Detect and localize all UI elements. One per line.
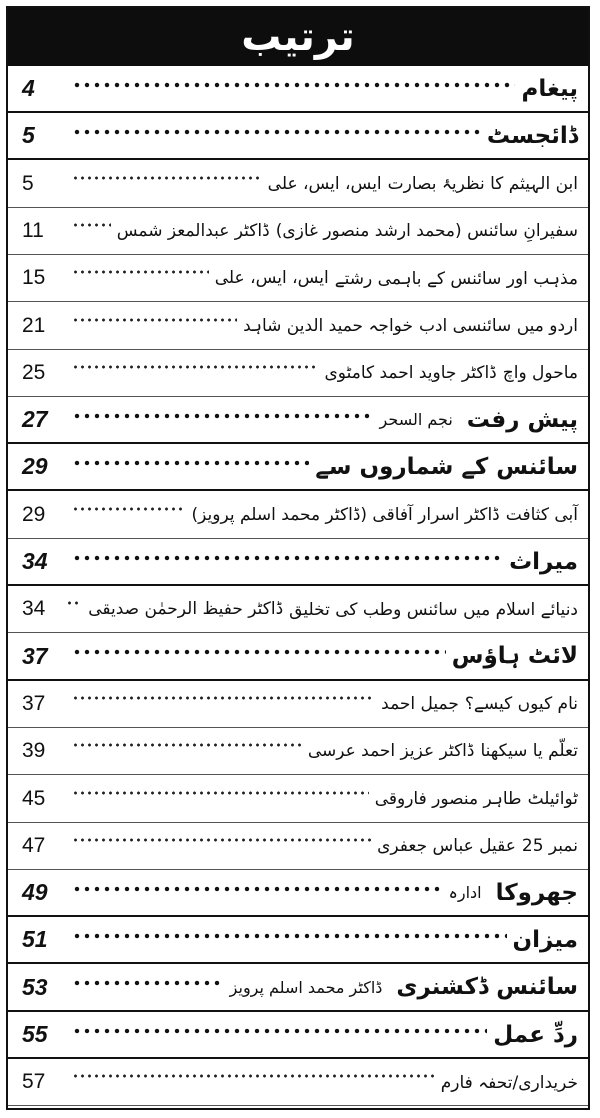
article-title: خریداری/تحفہ فارم xyxy=(440,1072,578,1093)
dot-leader xyxy=(72,553,503,563)
article-title: نام کیوں کیسے؟ xyxy=(464,694,578,715)
page-number: 34 xyxy=(22,597,46,621)
page-number: 29 xyxy=(22,502,46,526)
toc-entry-row[interactable] xyxy=(8,350,588,397)
toc-entry-row[interactable] xyxy=(8,728,588,775)
dot-leader xyxy=(72,173,262,183)
toc-header xyxy=(8,8,588,66)
toc-section-row[interactable] xyxy=(8,870,588,917)
page-number: 51 xyxy=(22,926,48,953)
author-name: ڈاکٹر عزیز احمد عرسی xyxy=(307,741,475,762)
toc-entry-row[interactable] xyxy=(8,823,588,870)
page-number: 29 xyxy=(22,453,48,480)
author-name: ڈاکٹر اسرار آفاقی (ڈاکٹر محمد اسلم پرویز) xyxy=(191,504,500,525)
article-title: آبی کثافت xyxy=(505,504,578,525)
author-name: عقیل عباس جعفری xyxy=(377,835,516,856)
dot-leader xyxy=(72,1071,435,1081)
dot-leader xyxy=(72,835,371,845)
dot-leader xyxy=(72,1026,487,1036)
article-title: دنیائے اسلام میں سائنس وطب کی تخلیق xyxy=(289,599,578,620)
section-title: سائنس کے شماروں سے xyxy=(315,453,578,480)
section-title: پیغام xyxy=(521,75,578,102)
dot-leader xyxy=(72,978,224,988)
author-name: نجم السحر xyxy=(379,410,453,430)
toc-section-row[interactable] xyxy=(8,66,588,113)
author-name: جمیل احمد xyxy=(381,693,459,714)
page-number: 5 xyxy=(22,171,34,195)
page-number: 34 xyxy=(22,548,48,574)
page-number: 15 xyxy=(22,266,46,290)
toc-entry-row[interactable] xyxy=(8,681,588,728)
article-title: اردو میں سائنسی ادب xyxy=(418,315,578,336)
dot-leader xyxy=(72,127,481,137)
toc-section-row[interactable] xyxy=(8,113,588,160)
page-number: 45 xyxy=(22,786,46,810)
toc-title: ترتیب xyxy=(241,14,355,60)
page-number: 55 xyxy=(22,1021,48,1047)
dot-leader xyxy=(72,884,442,894)
author-name: ڈاکٹر محمد اسلم پرویز xyxy=(229,977,383,997)
toc-entry-row[interactable] xyxy=(8,492,588,539)
section-title: سائنس ڈکشنری xyxy=(396,974,578,1001)
toc-section-row[interactable] xyxy=(8,965,588,1012)
page-number: 37 xyxy=(22,691,46,715)
article-title: سفیرانِ سائنس (محمد ارشد منصور غازی) xyxy=(275,220,578,241)
toc-section-row[interactable] xyxy=(8,444,588,491)
page-number: 11 xyxy=(22,218,44,242)
section-title: لائٹ ہاؤس xyxy=(451,643,578,670)
dot-leader xyxy=(72,740,302,750)
toc-frame xyxy=(6,6,590,1110)
author-name: خواجہ حمید الدین شاہد xyxy=(243,316,413,336)
dot-leader xyxy=(72,647,446,657)
article-title: مذہب اور سائنس کے باہمی رشتے xyxy=(334,268,578,289)
dot-leader xyxy=(72,411,374,421)
page-number: 53 xyxy=(22,973,48,1000)
article-title: ماحول واچ xyxy=(502,362,578,383)
dot-leader xyxy=(72,267,209,277)
section-title: ڈائجسٹ xyxy=(486,122,578,149)
author-name: ایس، ایس، علی xyxy=(214,268,329,289)
page-number: 57 xyxy=(22,1070,46,1094)
page-number: 25 xyxy=(22,360,46,384)
dot-leader xyxy=(66,598,82,608)
page-number: 4 xyxy=(22,75,35,101)
section-title: پیش رفت xyxy=(466,406,578,433)
author-name: ادارہ xyxy=(448,883,482,903)
page-number: 39 xyxy=(22,739,46,763)
toc-entry-row[interactable] xyxy=(8,161,588,208)
toc-entry-row[interactable] xyxy=(8,208,588,255)
author-name: ڈاکٹر عبدالمعز شمس xyxy=(116,220,270,241)
page-number: 47 xyxy=(22,833,46,857)
page-number: 37 xyxy=(22,642,48,669)
dot-leader xyxy=(72,504,185,514)
toc-section-row[interactable] xyxy=(8,397,588,444)
section-title: ردِّ عمل xyxy=(493,1021,578,1048)
author-name: ایس، ایس، علی xyxy=(267,173,382,194)
section-title: میزان xyxy=(512,926,578,953)
dot-leader xyxy=(72,220,111,230)
dot-leader xyxy=(72,788,369,798)
article-title: نمبر 25 xyxy=(521,835,578,856)
page-number: 49 xyxy=(22,879,48,906)
toc-entry-row[interactable] xyxy=(8,303,588,350)
toc-entry-row[interactable] xyxy=(8,586,588,633)
dot-leader xyxy=(72,315,237,325)
toc-entry-row[interactable] xyxy=(8,1059,588,1106)
dot-leader xyxy=(72,458,309,468)
dot-leader xyxy=(72,693,375,703)
section-title: جھروکا xyxy=(495,879,578,906)
article-title: ابن الہیثم کا نظریۂ بصارت xyxy=(387,174,578,195)
article-title: تعلّم یا سیکھنا xyxy=(480,741,578,762)
toc-section-row[interactable] xyxy=(8,634,588,681)
section-title: میراث xyxy=(509,548,578,575)
toc-section-row[interactable] xyxy=(8,539,588,586)
page-number: 27 xyxy=(22,406,48,433)
dot-leader xyxy=(72,362,319,372)
article-title: ٹوائیلٹ xyxy=(527,788,578,809)
author-name: ڈاکٹر حفیظ الرحمٰن صدیقی xyxy=(88,599,284,620)
dot-leader xyxy=(72,931,507,941)
toc-entry-row[interactable] xyxy=(8,776,588,823)
page-number: 5 xyxy=(22,122,35,149)
author-name: ڈاکٹر جاوید احمد کامٹوی xyxy=(324,362,497,383)
toc-section-row[interactable] xyxy=(8,917,588,964)
author-name: طاہر منصور فاروقی xyxy=(374,789,522,809)
toc-entry-row[interactable] xyxy=(8,255,588,302)
page-number: 21 xyxy=(22,313,46,337)
dot-leader xyxy=(72,80,515,90)
toc-section-row[interactable] xyxy=(8,1012,588,1059)
